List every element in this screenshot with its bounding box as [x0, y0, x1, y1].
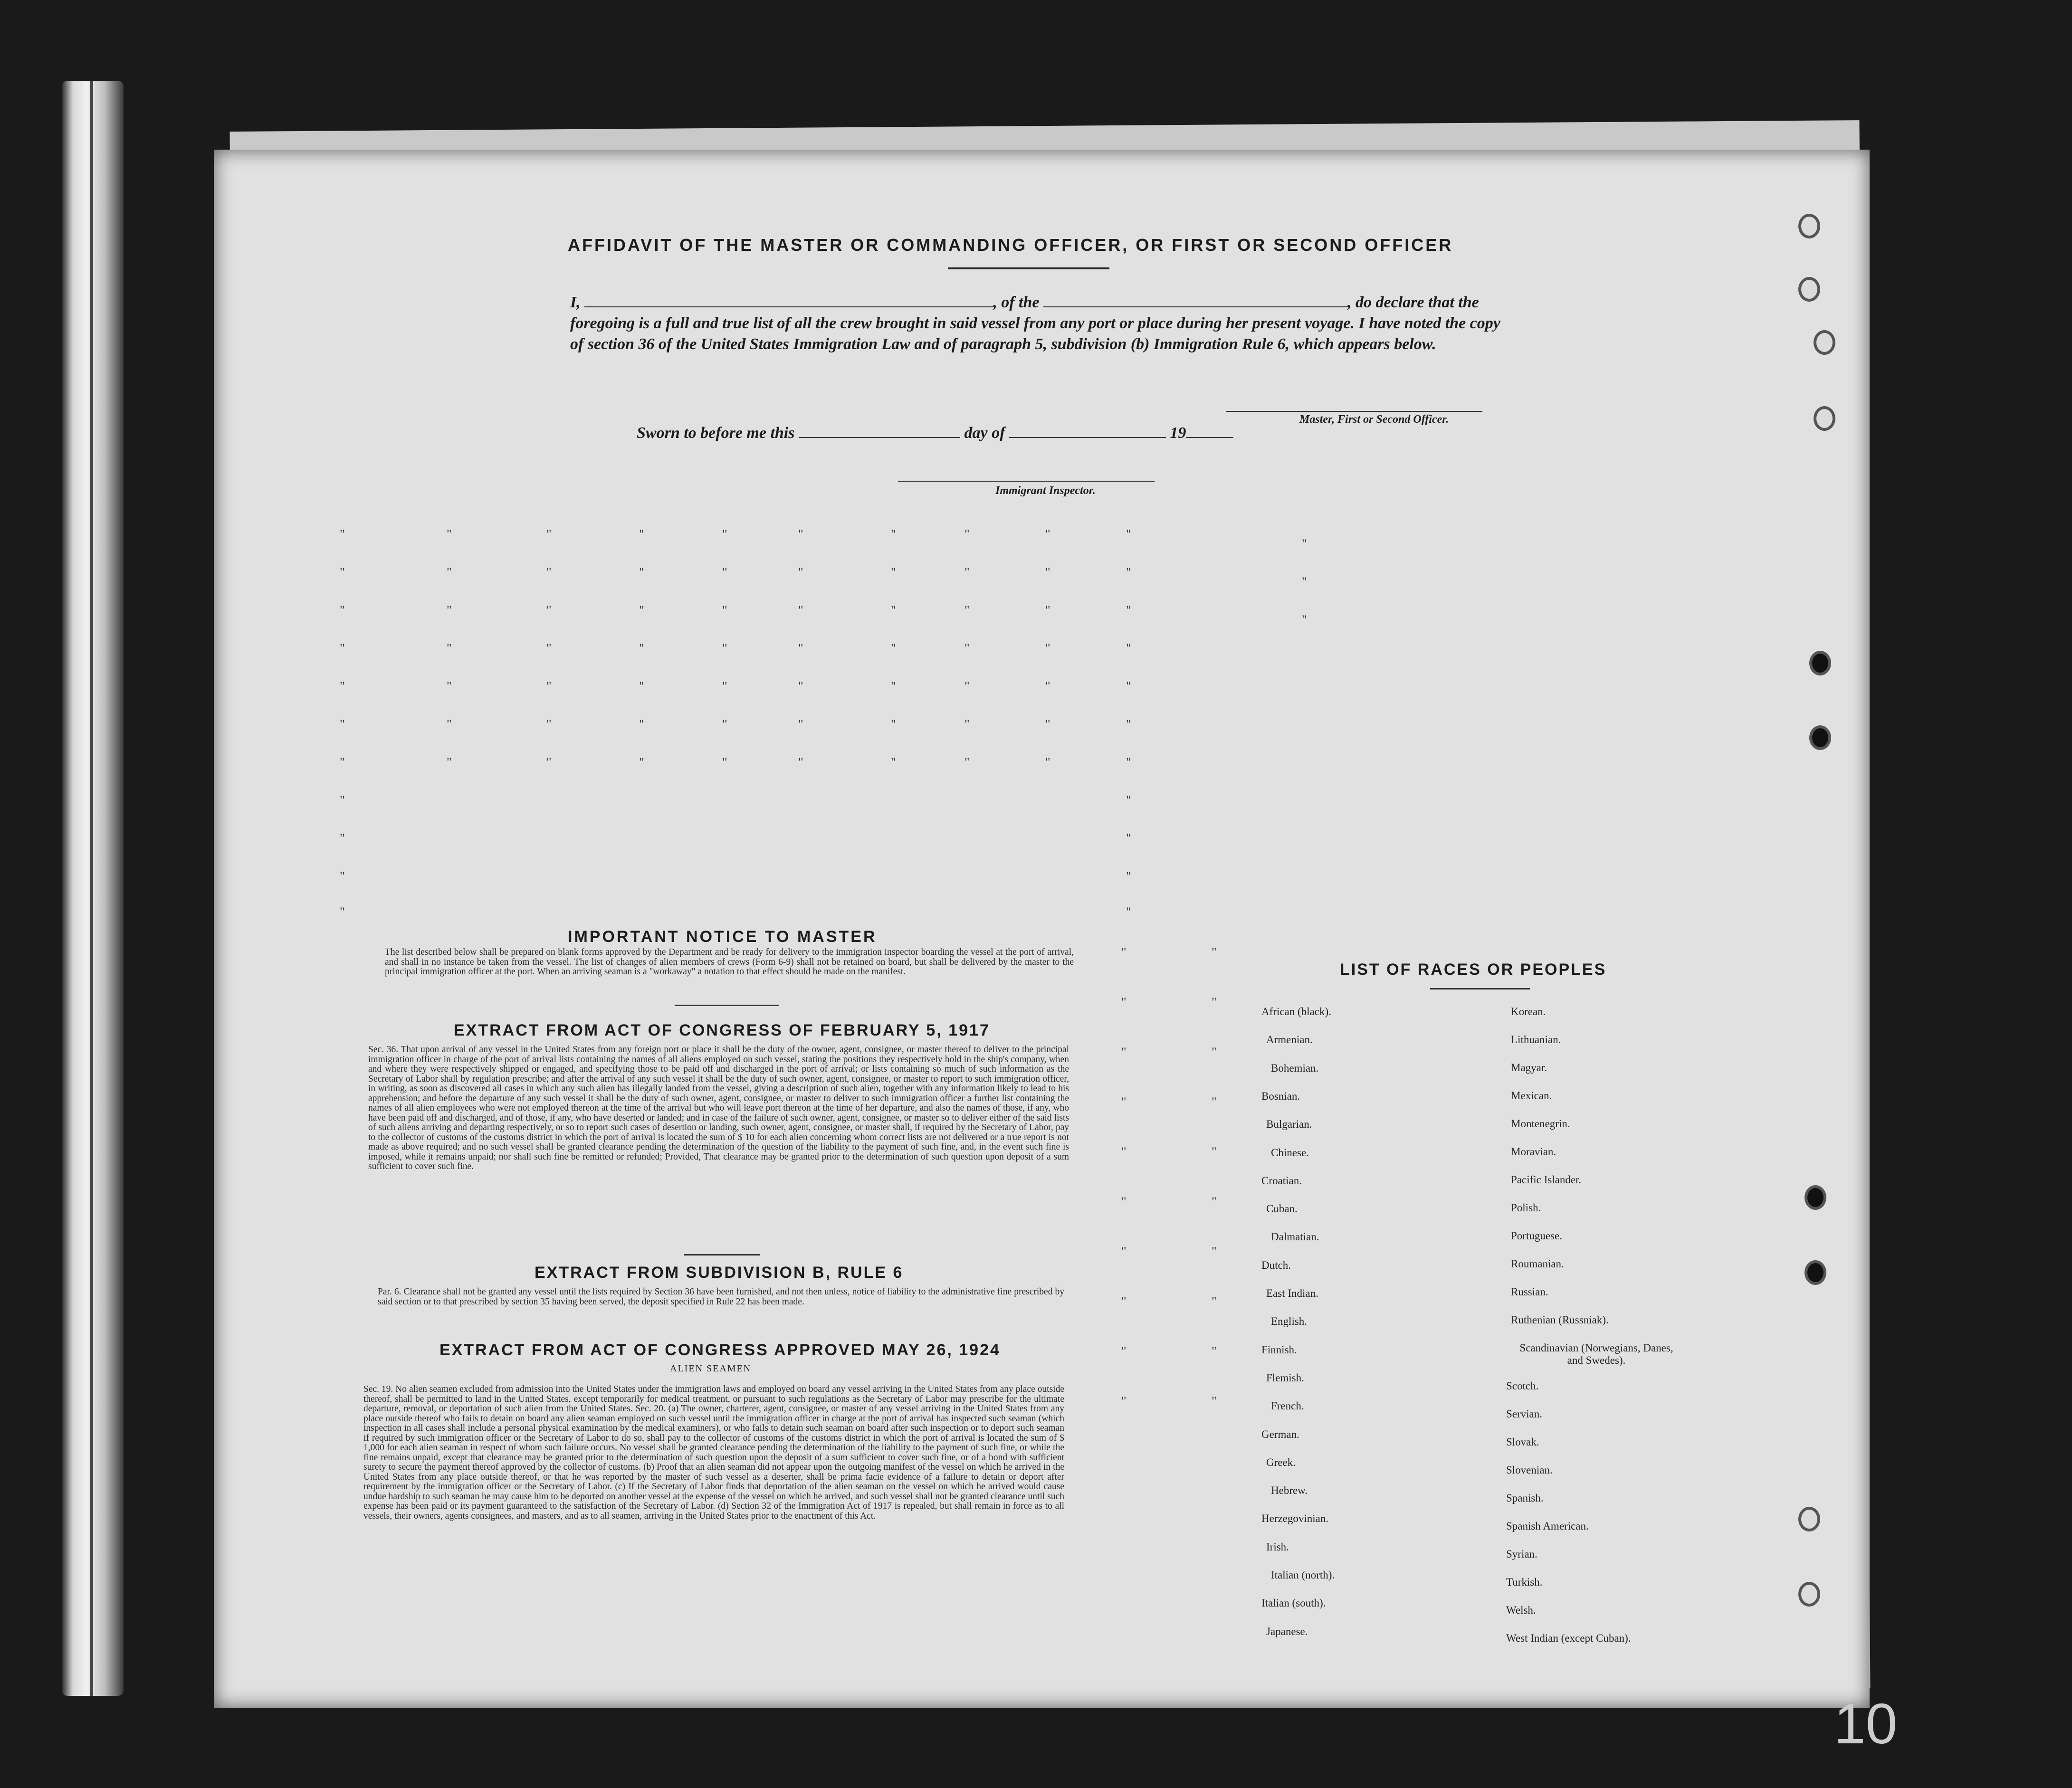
ditto-mark: "	[1121, 1344, 1127, 1358]
ditto-mark: "	[340, 641, 345, 655]
ditto-mark: "	[1126, 717, 1131, 731]
ditto-mark: "	[964, 527, 970, 541]
ditto-mark: "	[546, 527, 552, 541]
ditto-mark: "	[1045, 527, 1050, 541]
punch-hole	[1798, 1507, 1820, 1531]
inspector-caption: Immigrant Inspector.	[995, 485, 1096, 497]
sworn-day: day of	[964, 424, 1005, 442]
race-item: Mexican.	[1511, 1090, 1552, 1102]
ditto-mark: "	[639, 603, 644, 617]
ditto-mark: "	[340, 603, 345, 617]
race-item: Italian (south).	[1261, 1597, 1326, 1609]
race-item: Flemish.	[1266, 1371, 1304, 1384]
ditto-mark: "	[1126, 565, 1131, 579]
sworn-year-blank[interactable]	[1186, 426, 1233, 438]
race-item: Bohemian.	[1271, 1062, 1319, 1074]
ditto-mark: "	[1302, 613, 1307, 627]
ditto-mark: "	[1126, 905, 1131, 919]
ditto-mark: "	[722, 641, 727, 655]
ditto-mark: "	[1045, 641, 1050, 655]
ditto-mark: "	[447, 527, 452, 541]
declaration-body: that the foregoing is a full and true list of all the crew brought in said vessel from any port or place during her present voyage. I have noted the copy of section 36 of the United States Immigration Law and of paragraph 5, subdivision (b) Immigration Rule 6, which appears below.	[570, 294, 1500, 353]
ditto-mark: "	[1212, 995, 1217, 1009]
race-item: Cuban.	[1266, 1203, 1298, 1215]
punch-hole	[1798, 214, 1820, 238]
ditto-mark: "	[340, 905, 345, 919]
race-item: Russian.	[1511, 1286, 1548, 1298]
race-item: Dalmatian.	[1271, 1231, 1319, 1243]
ditto-mark: "	[1126, 527, 1131, 541]
ditto-mark: "	[1045, 755, 1050, 769]
race-item: Bosnian.	[1261, 1090, 1300, 1102]
ditto-mark: "	[1212, 945, 1217, 959]
ditto-mark: "	[798, 527, 803, 541]
ditto-mark: "	[546, 755, 552, 769]
ditto-mark: "	[1212, 1045, 1217, 1059]
ditto-mark: "	[1302, 537, 1307, 551]
ditto-mark: "	[1126, 793, 1131, 807]
extract-1924-title: EXTRACT FROM ACT OF CONGRESS APPROVED MAY 26, 1924	[439, 1341, 1001, 1359]
race-item: Welsh.	[1506, 1604, 1536, 1616]
ditto-mark: "	[964, 641, 970, 655]
ditto-mark: "	[798, 603, 803, 617]
ditto-mark: "	[447, 641, 452, 655]
punch-hole	[1814, 406, 1835, 431]
section-rule	[675, 1005, 779, 1006]
race-item: Roumanian.	[1511, 1258, 1564, 1270]
punch-hole	[1809, 651, 1831, 675]
ditto-mark: "	[1212, 1394, 1217, 1408]
race-item: Polish.	[1511, 1202, 1541, 1214]
ditto-mark: "	[447, 603, 452, 617]
punch-hole	[1805, 1260, 1826, 1285]
ditto-mark: "	[340, 527, 345, 541]
ditto-mark: "	[964, 755, 970, 769]
ditto-mark: "	[340, 565, 345, 579]
sworn-year: 19	[1170, 424, 1186, 442]
extract-rule6-text: Par. 6. Clearance shall not be granted any vessel until the lists required by Section 36 have been furnished, and not then unless, notice of liability to the administrative fine prescribed by said section or to that prescribed by section 35 having been served, the deposit specified in Rule 22 has been made.	[378, 1287, 1064, 1307]
race-item: Greek.	[1266, 1456, 1296, 1468]
ditto-mark: "	[964, 603, 970, 617]
ditto-mark: "	[546, 679, 552, 693]
ditto-mark: "	[1212, 1344, 1217, 1358]
ditto-mark: "	[1126, 755, 1131, 769]
race-item: Slovak.	[1506, 1436, 1539, 1448]
race-item: Turkish.	[1506, 1576, 1543, 1588]
race-item: Magyar.	[1511, 1062, 1547, 1074]
race-item: Croatian.	[1261, 1174, 1302, 1187]
race-item: Pacific Islander.	[1511, 1174, 1582, 1186]
punch-hole	[1809, 725, 1831, 750]
extract-rule6-title: EXTRACT FROM SUBDIVISION B, RULE 6	[535, 1264, 904, 1282]
sworn-text: Sworn to before me this	[637, 424, 795, 442]
ditto-mark: "	[1212, 1294, 1217, 1308]
declaration-block	[570, 292, 1501, 355]
race-item: Moravian.	[1511, 1146, 1556, 1158]
ditto-mark: "	[447, 717, 452, 731]
extract-1924-text: Sec. 19. No alien seamen excluded from admission into the United States under the immigration laws and employed on board any vessel arriving in the United States from any place outside thereof, shall be permitted to land in the United States, except temporarily for medical treatment, or pursuant to such regulations as the Secretary of Labor may prescribe for the ultimate departure, removal, or deportation of such alien from the United States. Sec. 20. (a) The owner, charterer, agent, consignee, or master of any vessel arriving in the United States from any place outside thereof who fails to detain on board any alien seaman employed on such vessel until the immigration officer in charge at the port of arrival has inspected such seaman (which inspection in all cases shall include a personal physical examination by the medical examiners), or who fails to detain such seaman on board after such inspection or to deport such seaman if required by such immigration officer or the Secretary of Labor to do so, shall pay to the collector of customs of the customs district in which the port of arrival is located the sum of $ 1,000 for each alien seaman in respect of whom such failure occurs. No vessel shall be granted clearance pending the determination of the liability to the payment of such fine, or while the fine remains unpaid, except that clearance may be granted prior to the determination of such question upon the deposit of a sum sufficient to cover such fine, or of a bond with sufficient surety to secure the payment thereof approved by the collector of customs. (b) Proof that an alien seaman did not appear upon the outgoing manifest of the vessel on which he arrived in the United States from any place outside thereof, or that he was reported by the master of such vessel as a deserter, shall be prima facie evidence of a failure to detain or deport after requirement by the immigration officer or the Secretary of Labor. (c) If the Secretary of Labor finds that deportation of the alien seaman on the vessel on which he arrived would cause undue hardship to such seaman he may cause him to be deported on another vessel at the expense of the vessel on which he arrived, and such vessel shall not be granted clearance until such expense has been paid or its payment guaranteed to the satisfaction of the Secretary of Labor. (d) Section 32 of the Immigration Act of 1917 is repealed, but shall remain in force as to all vessels, their owners, agents consignees, and masters, and as to all seamen, arriving in the United States prior to the enactment of this Act.	[363, 1384, 1064, 1521]
ditto-mark: "	[639, 717, 644, 731]
ditto-mark: "	[1212, 1245, 1217, 1258]
ditto-mark: "	[447, 755, 452, 769]
ditto-mark: "	[1121, 995, 1127, 1009]
race-item: Dutch.	[1261, 1259, 1291, 1271]
ditto-mark: "	[1121, 1145, 1127, 1159]
affidavit-title: AFFIDAVIT OF THE MASTER OR COMMANDING OFFICER, OR FIRST OR SECOND OFFICER	[568, 235, 1453, 255]
race-item: Montenegrin.	[1511, 1118, 1570, 1130]
race-item: West Indian (except Cuban).	[1506, 1632, 1631, 1644]
race-item: Korean.	[1511, 1006, 1546, 1018]
ditto-mark: "	[340, 831, 345, 845]
races-title: LIST OF RACES OR PEOPLES	[1340, 961, 1607, 979]
race-item: Irish.	[1266, 1541, 1289, 1553]
ditto-mark: "	[1126, 603, 1131, 617]
race-item: Scotch.	[1506, 1380, 1539, 1392]
ditto-mark: "	[1045, 565, 1050, 579]
ditto-mark: "	[639, 679, 644, 693]
ditto-mark: "	[722, 527, 727, 541]
extract-1917-text: Sec. 36. That upon arrival of any vessel in the United States from any foreign port or place it shall be the duty of the owner, agent, consignee, or master thereof to deliver to the principal immigration officer in charge of the port of arrival lists containing the names of all aliens employed on such vessel, stating the positions they respectively hold in the ship's company, when and where they were respectively shipped or engaged, and specifying those to be paid off and discharged in the port of arrival; or lists containing so much of such information as the Secretary of Labor shall by regulation prescribe; and after the arrival of any such vessel it shall be the duty of such owner, agent, consignee, or master to report to such immigration officer, in writing, as soon as discovered all cases in which any such alien has illegally landed from the vessel, giving a description of such alien, together with any information likely to lead to his apprehension; and before the departure of any such vessel it shall be the duty of such owner, agent, consignee, or master to deliver to such immigration officer a further list containing the names of all alien employees who were not employed thereon at the time of the arrival but who will leave port thereon at the time of her departure, and also the names of those, if any, who have been paid off and discharged, and of those, if any, who have deserted or landed; and in case of the failure of such owner, agent, consignee, or master so to deliver either of the said lists of such aliens arriving and departing respectively, or so to report such cases of desertion or landing, such owner, agent, consignee, or master shall, if required by the Secretary of Labor, pay to the collector of customs of the customs district in which the port of arrival is located the sum of $ 10 for each alien concerning whom correct lists are not delivered or a true report is not made as above required; and no such vessel shall be granted clearance pending the determination of the question of the liability to the payment of such fine, and, in the event such fine is imposed, while it remains unpaid; nor shall such fine be remitted or refunded; Provided, That clearance may be granted prior to the determination of such question upon deposit of a sum sufficient to cover such fine.	[368, 1045, 1069, 1171]
race-item: English.	[1271, 1315, 1308, 1328]
ditto-mark: "	[964, 565, 970, 579]
ditto-mark: "	[722, 603, 727, 617]
ditto-mark: "	[891, 641, 896, 655]
inspector-signature-line[interactable]	[898, 481, 1155, 482]
ditto-mark: "	[1121, 1394, 1127, 1408]
ditto-mark: "	[546, 603, 552, 617]
ditto-mark: "	[340, 717, 345, 731]
ditto-mark: "	[340, 793, 345, 807]
ditto-mark: "	[1121, 1095, 1127, 1109]
race-item: Lithuanian.	[1511, 1034, 1561, 1046]
race-item: Hebrew.	[1271, 1484, 1308, 1497]
binder-edge	[62, 81, 124, 1696]
ditto-mark: "	[639, 641, 644, 655]
ditto-mark: "	[1126, 831, 1131, 845]
title-rule	[948, 267, 1109, 269]
race-item: Finnish.	[1261, 1343, 1297, 1356]
ditto-mark: "	[722, 717, 727, 731]
name-blank[interactable]	[584, 294, 993, 307]
race-item: Spanish.	[1506, 1492, 1544, 1504]
ditto-mark: "	[891, 603, 896, 617]
race-item: Armenian.	[1266, 1034, 1313, 1046]
race-item: Slovenian.	[1506, 1464, 1553, 1476]
race-item: East Indian.	[1266, 1287, 1318, 1299]
ditto-mark: "	[1126, 679, 1131, 693]
race-item: Syrian.	[1506, 1548, 1537, 1560]
ditto-mark: "	[639, 527, 644, 541]
race-item: French.	[1271, 1400, 1304, 1412]
ditto-mark: "	[1121, 945, 1127, 959]
sworn-month-blank[interactable]	[1009, 426, 1166, 438]
race-item: Spanish American.	[1506, 1520, 1589, 1532]
notice-text: The list described below shall be prepared on blank forms approved by the Department and be ready for delivery to the immigration inspector boarding the vessel at the port of arrival, and shall in no instance be taken from the vessel. The list of changes of alien members of crews (Form 6-9) shall not be retained on board, but shall be delivered by the master to the principal immigration officer at the port. When an arriving seaman is a "workaway" a notation to that effect should be made on the manifest.	[385, 947, 1074, 977]
sworn-line	[637, 424, 1233, 442]
ditto-mark: "	[1045, 679, 1050, 693]
declaration-i: I,	[570, 294, 581, 311]
ditto-mark: "	[891, 527, 896, 541]
races-rule	[1430, 988, 1530, 989]
ditto-mark: "	[1212, 1095, 1217, 1109]
ditto-mark: "	[891, 755, 896, 769]
ditto-mark: "	[722, 679, 727, 693]
ditto-mark: "	[891, 717, 896, 731]
vessel-blank[interactable]	[1043, 294, 1347, 307]
ditto-mark: "	[447, 565, 452, 579]
ditto-mark: "	[447, 679, 452, 693]
ditto-mark: "	[1212, 1145, 1217, 1159]
race-item: Herzegovinian.	[1261, 1512, 1329, 1525]
race-item: Chinese.	[1271, 1146, 1309, 1159]
race-item: Ruthenian (Russniak).	[1511, 1314, 1609, 1326]
ditto-mark: "	[891, 565, 896, 579]
master-signature-caption: Master, First or Second Officer.	[1299, 413, 1449, 426]
ditto-mark: "	[964, 717, 970, 731]
ditto-mark: "	[798, 717, 803, 731]
ditto-mark: "	[1302, 575, 1307, 589]
ditto-mark: "	[1121, 1045, 1127, 1059]
ditto-mark: "	[1045, 603, 1050, 617]
race-item: Scandinavian (Norwegians, Danes, and Swedes).	[1519, 1342, 1673, 1366]
ditto-mark: "	[1045, 717, 1050, 731]
declaration-do-declare: , do declare	[1347, 294, 1424, 311]
ditto-mark: "	[639, 755, 644, 769]
extract-1924-subtitle: ALIEN SEAMEN	[670, 1363, 752, 1374]
punch-hole	[1798, 1582, 1820, 1607]
ditto-mark: "	[1212, 1195, 1217, 1208]
ditto-mark: "	[1126, 641, 1131, 655]
ditto-mark: "	[546, 717, 552, 731]
punch-hole	[1798, 277, 1820, 302]
ditto-mark: "	[340, 755, 345, 769]
ditto-mark: "	[798, 679, 803, 693]
race-item: German.	[1261, 1428, 1299, 1440]
ditto-mark: "	[798, 565, 803, 579]
ditto-mark: "	[798, 755, 803, 769]
extract-1917-title: EXTRACT FROM ACT OF CONGRESS OF FEBRUARY 5, 1917	[454, 1021, 990, 1039]
corner-number: 10	[1834, 1692, 1898, 1756]
race-item: Japanese.	[1266, 1625, 1308, 1637]
ditto-mark: "	[546, 565, 552, 579]
ditto-mark: "	[891, 679, 896, 693]
ditto-mark: "	[546, 641, 552, 655]
ditto-mark: "	[1121, 1294, 1127, 1308]
declaration-of-the: , of the	[993, 294, 1040, 311]
ditto-mark: "	[1121, 1245, 1127, 1258]
sworn-date-blank[interactable]	[799, 426, 960, 438]
ditto-mark: "	[340, 869, 345, 883]
punch-hole	[1805, 1185, 1826, 1210]
section-rule	[684, 1254, 760, 1255]
ditto-mark: "	[798, 641, 803, 655]
ditto-mark: "	[722, 565, 727, 579]
ditto-mark: "	[722, 755, 727, 769]
punch-hole	[1814, 330, 1835, 355]
race-item: Portuguese.	[1511, 1230, 1562, 1242]
ditto-mark: "	[1121, 1195, 1127, 1208]
master-signature-line[interactable]	[1226, 411, 1482, 412]
race-item: Italian (north).	[1271, 1569, 1335, 1581]
ditto-mark: "	[1126, 869, 1131, 883]
ditto-mark: "	[964, 679, 970, 693]
ditto-mark: "	[639, 565, 644, 579]
notice-title: IMPORTANT NOTICE TO MASTER	[568, 928, 877, 946]
race-item: Servian.	[1506, 1408, 1543, 1420]
ditto-mark: "	[340, 679, 345, 693]
race-item: Bulgarian.	[1266, 1118, 1312, 1131]
race-item: African (black).	[1261, 1006, 1331, 1018]
